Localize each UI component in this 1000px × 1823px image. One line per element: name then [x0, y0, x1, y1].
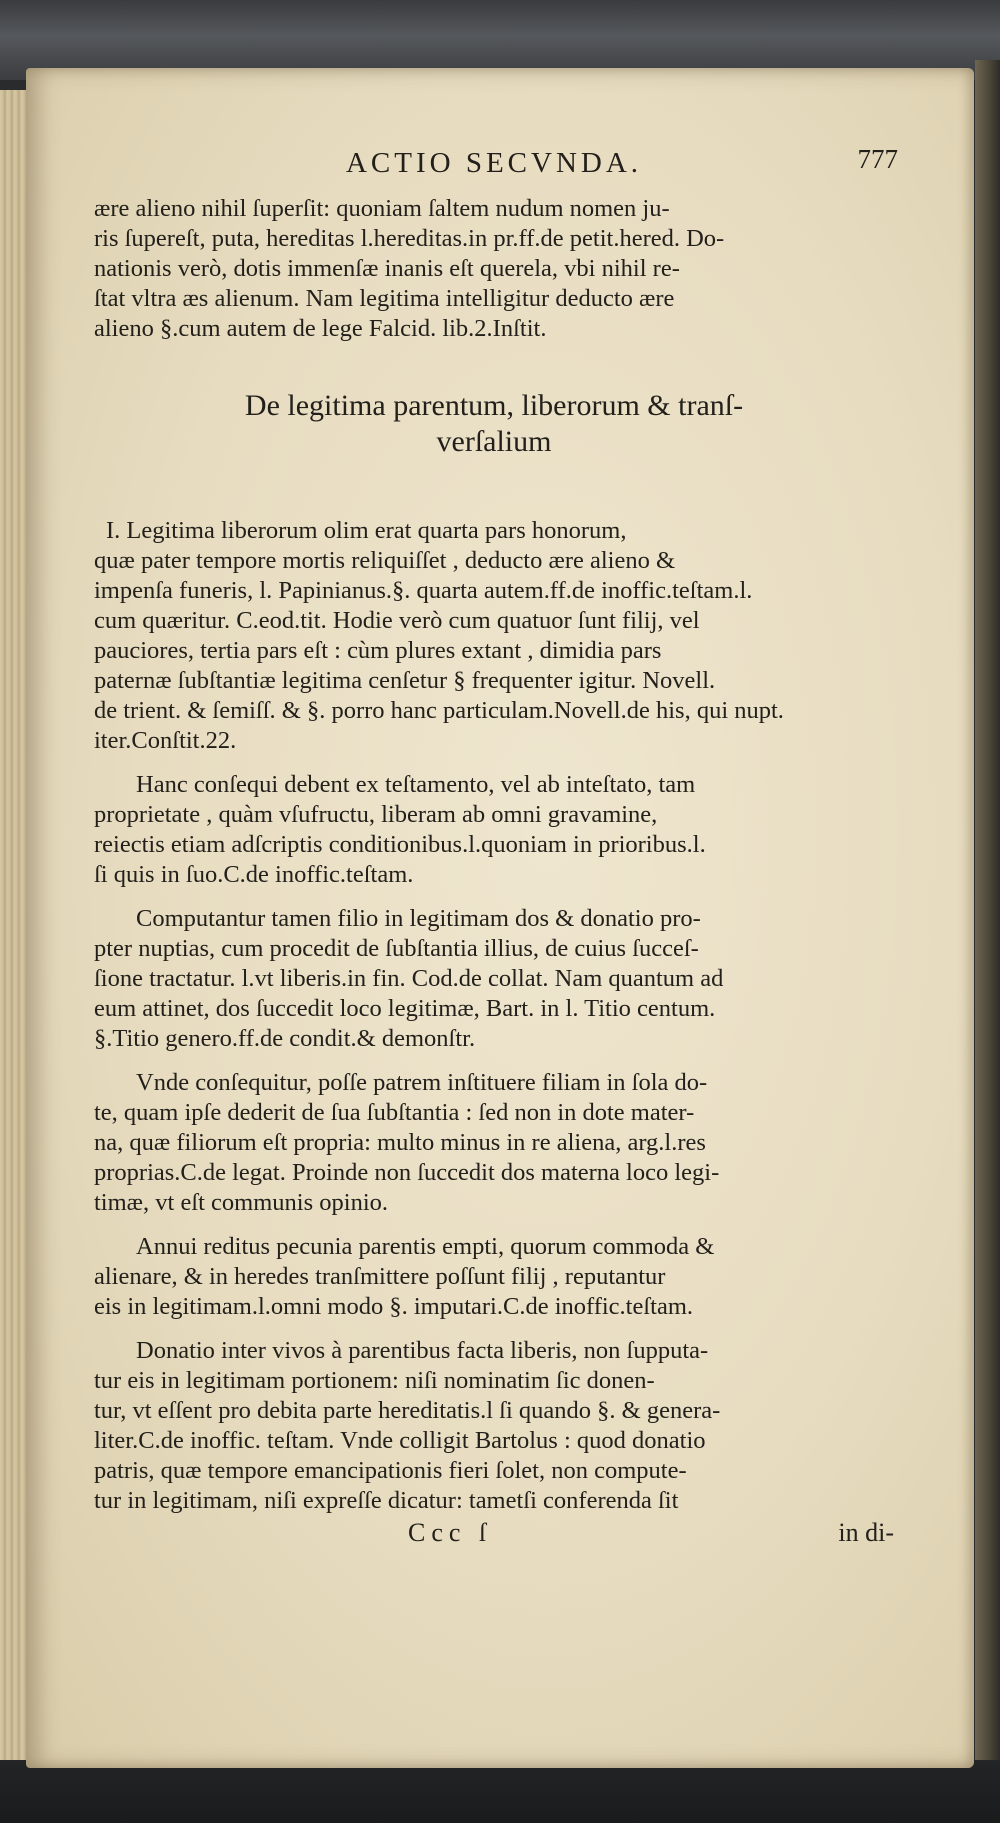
text-line: tur in legitimam, niſi expreſſe dicatur: tametſi conferenda ſit: [94, 1487, 679, 1514]
text-line: liter.C.de inoffic. teſtam. Vnde colligit Bartolus : quod donatio: [94, 1427, 706, 1454]
book-edge-right: [975, 60, 1000, 1770]
text-line: pter nuptias, cum procedit de ſubſtantia illius, de cuius ſucceſ-: [94, 935, 699, 962]
page-text: [94, 142, 898, 1548]
text-line: tur, vt eſſent pro debita parte hereditatis.l ſi quando §. & genera-: [94, 1397, 721, 1424]
text-line: de trient. & ſemiſſ. & §. porro hanc particulam.Novell.de his, qui nupt.: [94, 697, 784, 724]
heading-line: De legitima parentum, liberorum & tranſ-: [244, 389, 744, 422]
text-line: proprias.C.de legat. Proinde non ſuccedit dos materna loco legi-: [94, 1159, 720, 1186]
text-line: te, quam ipſe dederit de ſua ſubſtantia : ſed non in dote mater-: [94, 1099, 695, 1126]
text-line: nationis verò, dotis immenſæ inanis eſt querela, vbi nihil re-: [94, 255, 680, 282]
text-line: quæ pater tempore mortis reliquiſſet , deducto ære alieno &: [94, 547, 676, 574]
page-number: 777: [857, 144, 898, 174]
text-line: alieno §.cum autem de lege Falcid. lib.2.Inſtit.: [94, 315, 547, 342]
paragraph-5: [94, 1232, 894, 1322]
text-line: Annui reditus pecunia parentis empti, quorum commoda &: [136, 1233, 715, 1260]
text-line: Hanc conſequi debent ex teſtamento, vel ab inteſtato, tam: [136, 771, 696, 798]
text-line: patris, quæ tempore emancipationis fieri ſolet, non compute-: [94, 1457, 687, 1484]
text-line: ſione tractatur. l.vt liberis.in fin. Cod.de collat. Nam quantum ad: [94, 965, 724, 992]
paragraph-1: [94, 516, 894, 756]
text-line: Computantur tamen filio in legitimam dos & donatio pro-: [136, 905, 701, 932]
text-line: pauciores, tertia pars eſt : cùm plures extant , dimidia pars: [94, 637, 662, 664]
text-line: Donatio inter vivos à parentibus facta liberis, non ſupputa-: [136, 1337, 709, 1364]
paragraph-3: [94, 904, 894, 1054]
carry-over-paragraph: [94, 194, 894, 344]
text-line: alienare, & in heredes tranſmittere poſſunt filij , reputantur: [94, 1263, 666, 1290]
text-line: na, quæ filiorum eſt propria: multo minus in re aliena, arg.l.res: [94, 1129, 706, 1156]
book-page: [26, 68, 974, 1768]
paragraph-6: [94, 1336, 894, 1516]
text-line: ris ſupereſt, puta, hereditas l.hereditas.in pr.ff.de petit.hered. Do-: [94, 225, 725, 252]
text-line: I. Legitima liberorum olim erat quarta pars honorum,: [106, 517, 627, 544]
text-line: ſi quis in ſuo.C.de inoffic.teſtam.: [94, 861, 414, 888]
scanner-bottom-background: [0, 1760, 1000, 1823]
text-line: Vnde conſequitur, poſſe patrem inſtituere filiam in ſola do-: [136, 1069, 708, 1096]
heading-line: verſalium: [436, 425, 552, 458]
text-line: cum quæritur. C.eod.tit. Hodie verò cum quatuor ſunt filij, vel: [94, 607, 700, 634]
paragraph-4: [94, 1068, 894, 1218]
text-line: impenſa funeris, l. Papinianus.§. quarta autem.ff.de inoffic.teſtam.l.: [94, 577, 753, 604]
text-line: ære alieno nihil ſuperſit: quoniam ſaltem nudum nomen ju-: [94, 195, 670, 222]
running-head: [94, 142, 898, 194]
text-line: tur eis in legitimam portionem: niſi nominatim ſic donen-: [94, 1367, 655, 1394]
text-line: iter.Conſtit.22.: [94, 727, 237, 754]
text-line: timæ, vt eſt communis opinio.: [94, 1189, 388, 1216]
text-line: eis in legitimam.l.omni modo §. imputari.C.de inoffic.teſtam.: [94, 1293, 694, 1320]
paragraph-2: [94, 770, 894, 890]
text-line: reiectis etiam adſcriptis conditionibus.l.quoniam in prioribus.l.: [94, 831, 706, 858]
text-line: ſtat vltra æs alienum. Nam legitima intelligitur deducto ære: [94, 285, 675, 312]
section-heading: [94, 388, 894, 460]
text-line: paternæ ſubſtantiæ legitima cenſetur § frequenter igitur. Novell.: [94, 667, 716, 694]
page-footer: [94, 1518, 894, 1548]
catchword: in di-: [838, 1518, 894, 1547]
text-line: eum attinet, dos ſuccedit loco legitimæ, Bart. in l. Titio centum.: [94, 995, 716, 1022]
text-line: §.Titio genero.ff.de condit.& demonſtr.: [94, 1025, 476, 1052]
signature-mark: Ccc ſ: [408, 1518, 493, 1547]
running-title: ACTIO SECVNDA.: [345, 147, 643, 179]
text-line: proprietate , quàm vſufructu, liberam ab omni gravamine,: [94, 801, 658, 828]
